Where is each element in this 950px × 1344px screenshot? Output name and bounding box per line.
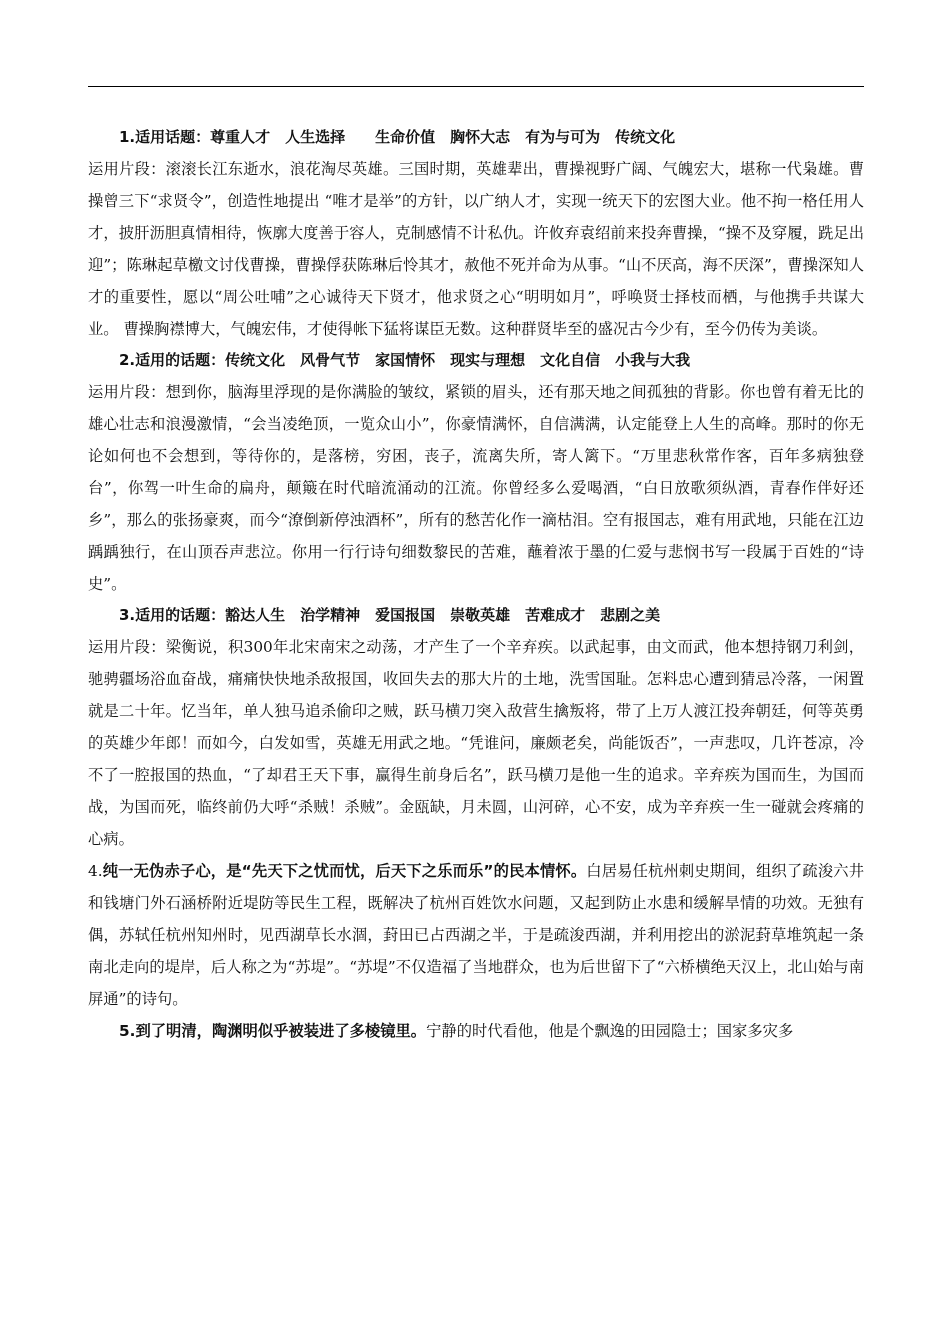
section-3-body: 运用片段：梁衡说，积300年北宋南宋之动荡，才产生了一个辛弃疾。以武起事，由文而武，他本想持钢刀利剑，驰骋疆场浴血奋战，痛痛快快地杀敌报国，收回失去的那大片的土地，洗雪国耻。怎料忠心遭到猜忌冷落，一闲置就是二十年。忆当年，单人独马追杀偷印之贼，跃马横刀突入敌营生擒叛将，带了上万人渡江投奔朝廷，何等英勇的英雄少年郎！而如今，白发如雪，英雄无用武之地。“凭谁问，廉颇老矣，尚能饭否”，一声悲叹，几许苍凉，冷不了一腔报国的热血，“了却君王天下事，赢得生前身后名”，跃马横刀是他一生的追求。辛弃疾为国而生，为国而战，为国而死，临终前仍大呼“杀贼！杀贼”。金瓯缺，月未圆，山河碎，心不安，成为辛弃疾一生一碰就会疼痛的心病。 bbox=[88, 638, 864, 848]
paragraph-4-lead: 纯一无伪赤子心，是“先天下之忧而忧，后天下之乐而乐”的民本情怀。 bbox=[102, 862, 587, 880]
paragraph-5 bbox=[88, 1015, 864, 1047]
header-rule bbox=[88, 86, 864, 87]
section-1-heading: 1.适用话题：尊重人才 人生选择 生命价值 胸怀大志 有为与可为 传统文化 bbox=[119, 128, 676, 146]
section-2-heading: 2.适用的话题：传统文化 风骨气节 家国情怀 现实与理想 文化自信 小我与大我 bbox=[119, 351, 691, 369]
document-content bbox=[88, 122, 864, 1047]
paragraph-5-lead: 5.到了明清，陶渊明似乎被装进了多棱镜里。 bbox=[119, 1022, 427, 1040]
section-3-heading: 3.适用的话题：豁达人生 治学精神 爱国报国 崇敬英雄 苦难成才 悲剧之美 bbox=[119, 606, 661, 624]
paragraph-4 bbox=[88, 855, 864, 1015]
paragraph-4-body: 白居易任杭州刺史期间，组织了疏浚六井和钱塘门外石涵桥附近堤防等民生工程，既解决了杭州百姓饮水问题，又起到防止水患和缓解旱情的功效。无独有偶，苏轼任杭州知州时，见西湖草长水涸，葑田已占西湖之半，于是疏浚西湖，并利用挖出的淤泥葑草堆筑起一条南北走向的堤岸，后人称之为“苏堤”。“苏堤”不仅造福了当地群众，也为后世留下了“六桥横绝天汉上，北山始与南屏通”的诗句。 bbox=[88, 862, 864, 1008]
paragraph-5-body: 宁静的时代看他，他是个飘逸的田园隐士；国家多灾多 bbox=[426, 1022, 794, 1040]
section-2-body: 运用片段：想到你，脑海里浮现的是你满脸的皱纹，紧锁的眉头，还有那天地之间孤独的背影。你也曾有着无比的雄心壮志和浪漫激情，“会当凌绝顶，一览众山小”，你豪情满怀，自信满满，认定能登上人生的高峰。那时的你无论如何也不会想到，等待你的，是落榜，穷困，丧子，流离失所，寄人篱下。“万里悲秋常作客，百年多病独登台”，你驾一叶生命的扁舟，颠簸在时代暗流涌动的江流。你曾经多么爱喝酒，“白日放歌须纵酒，青春作伴好还乡”，那么的张扬豪爽，而今“潦倒新停浊酒杯”，所有的愁苦化作一滴枯泪。空有报国志，难有用武地，只能在江边踽踽独行，在山顶吞声悲泣。你用一行行诗句细数黎民的苦难，蘸着浓于墨的仁爱与悲悯书写一段属于百姓的“诗史”。 bbox=[88, 383, 864, 593]
paragraph-4-number: 4. bbox=[88, 862, 103, 880]
section-1-body: 运用片段：滚滚长江东逝水，浪花淘尽英雄。三国时期，英雄辈出，曹操视野广阔、气魄宏大，堪称一代枭雄。曹操曾三下“求贤令”，创造性地提出 “唯才是举”的方针，以广纳人才，实现一统天下的宏图大业。他不拘一格任用人才，披肝沥胆真情相待，恢廓大度善于容人，克制感情不计私仇。许攸弃袁绍前来投奔曹操，“操不及穿履，跣足出迎”；陈琳起草檄文讨伐曹操，曹操俘获陈琳后怜其才，赦他不死并命为从事。“山不厌高，海不厌深”，曹操深知人才的重要性，愿以“周公吐哺”之心诚待天下贤才，他求贤之心“明明如月”，呼唤贤士择枝而栖，与他携手共谋大业。 曹操胸襟博大，气魄宏伟，才使得帐下猛将谋臣无数。这种群贤毕至的盛况古今少有，至今仍传为美谈。 bbox=[88, 160, 864, 338]
